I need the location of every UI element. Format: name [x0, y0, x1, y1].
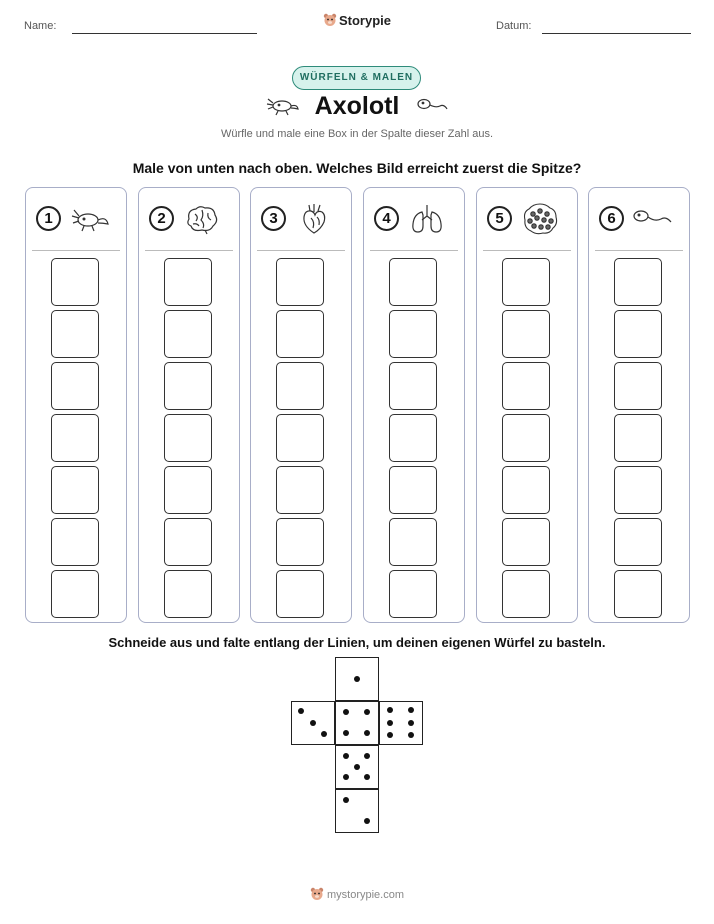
die-pip — [354, 764, 360, 770]
column-number: 2 — [149, 206, 174, 231]
color-box[interactable] — [51, 414, 99, 462]
color-box[interactable] — [164, 570, 212, 618]
column-header — [374, 202, 458, 236]
brand-logo — [0, 13, 714, 28]
die-pip — [387, 707, 393, 713]
die-pip — [343, 730, 349, 736]
color-box[interactable] — [389, 518, 437, 566]
lungs-icon — [406, 202, 448, 236]
die-pip — [408, 720, 414, 726]
storypie-bear-icon — [310, 887, 324, 901]
cut-instruction: Schneide aus und falte entlang der Linien, um deinen eigenen Würfel zu basteln. — [108, 635, 606, 650]
color-box[interactable] — [389, 362, 437, 410]
color-box[interactable] — [502, 518, 550, 566]
column-3 — [250, 187, 352, 623]
die-pip — [298, 708, 304, 714]
color-box[interactable] — [389, 414, 437, 462]
tadpole-icon — [631, 202, 673, 236]
instruction: Male von unten nach oben. Welches Bild erreicht zuerst die Spitze? — [132, 160, 582, 176]
color-box[interactable] — [164, 258, 212, 306]
color-box[interactable] — [276, 518, 324, 566]
color-box[interactable] — [614, 362, 662, 410]
column-number: 1 — [36, 206, 61, 231]
die-pip — [364, 709, 370, 715]
die-face-2 — [335, 789, 379, 833]
die-pip — [408, 732, 414, 738]
die-face-5 — [335, 745, 379, 789]
die-pip — [387, 732, 393, 738]
color-box[interactable] — [51, 570, 99, 618]
eggs-icon — [519, 202, 561, 236]
column-header — [261, 202, 345, 236]
category-tag: WÜRFELN & MALEN — [292, 66, 421, 90]
color-box[interactable] — [51, 466, 99, 514]
color-box[interactable] — [164, 414, 212, 462]
color-box[interactable] — [389, 258, 437, 306]
color-box[interactable] — [502, 310, 550, 358]
column-number: 3 — [261, 206, 286, 231]
die-pip — [387, 720, 393, 726]
die-face-6 — [379, 701, 423, 745]
die-pip — [343, 709, 349, 715]
color-box[interactable] — [614, 258, 662, 306]
column-divider — [483, 250, 571, 251]
die-pip — [310, 720, 316, 726]
column-divider — [257, 250, 345, 251]
color-box[interactable] — [51, 518, 99, 566]
date-line — [542, 33, 691, 34]
color-box[interactable] — [502, 570, 550, 618]
die-pip — [364, 818, 370, 824]
storypie-bear-icon — [323, 13, 337, 27]
brand-name: Storypie — [338, 13, 391, 28]
color-box[interactable] — [276, 466, 324, 514]
column-number: 6 — [599, 206, 624, 231]
column-4 — [363, 187, 465, 623]
color-box[interactable] — [164, 518, 212, 566]
color-box[interactable] — [502, 466, 550, 514]
die-pip — [408, 707, 414, 713]
column-5 — [476, 187, 578, 623]
die-pip — [343, 753, 349, 759]
die-pip — [321, 731, 327, 737]
subtitle: Würfle und male eine Box in der Spalte dieser Zahl aus. — [220, 128, 494, 140]
color-box[interactable] — [614, 518, 662, 566]
color-box[interactable] — [276, 414, 324, 462]
color-box[interactable] — [51, 258, 99, 306]
die-pip — [364, 730, 370, 736]
color-box[interactable] — [502, 258, 550, 306]
column-divider — [32, 250, 120, 251]
color-box[interactable] — [502, 414, 550, 462]
color-box[interactable] — [164, 466, 212, 514]
color-box[interactable] — [164, 310, 212, 358]
die-face-1 — [335, 657, 379, 701]
die-pip — [343, 797, 349, 803]
column-divider — [595, 250, 683, 251]
brain-icon — [181, 202, 223, 236]
die-pip — [343, 774, 349, 780]
color-box[interactable] — [276, 258, 324, 306]
page-title: Axolotl — [314, 92, 400, 120]
column-1 — [25, 187, 127, 623]
color-box[interactable] — [614, 570, 662, 618]
column-2 — [138, 187, 240, 623]
color-box[interactable] — [276, 362, 324, 410]
heart-icon — [293, 202, 335, 236]
column-header — [36, 202, 120, 236]
axolotl-icon — [68, 202, 110, 236]
die-face-4 — [335, 701, 379, 745]
color-box[interactable] — [51, 362, 99, 410]
column-number: 5 — [487, 206, 512, 231]
column-header — [599, 202, 683, 236]
color-box[interactable] — [276, 310, 324, 358]
footer — [0, 887, 714, 901]
footer-url: mystorypie.com — [326, 889, 405, 901]
die-face-3 — [291, 701, 335, 745]
die-pip — [364, 753, 370, 759]
column-header — [149, 202, 233, 236]
die-pip — [364, 774, 370, 780]
column-divider — [145, 250, 233, 251]
color-box[interactable] — [614, 414, 662, 462]
date-label: Datum: — [496, 20, 532, 32]
color-box[interactable] — [276, 570, 324, 618]
tadpole-icon — [416, 96, 448, 116]
color-box[interactable] — [502, 362, 550, 410]
column-divider — [370, 250, 458, 251]
color-box[interactable] — [389, 466, 437, 514]
color-box[interactable] — [164, 362, 212, 410]
color-box[interactable] — [51, 310, 99, 358]
name-label: Name: — [24, 20, 57, 32]
color-box[interactable] — [389, 310, 437, 358]
name-line — [72, 33, 257, 34]
color-box[interactable] — [614, 466, 662, 514]
column-header — [487, 202, 571, 236]
column-6 — [588, 187, 690, 623]
color-box[interactable] — [614, 310, 662, 358]
die-pip — [354, 676, 360, 682]
color-box[interactable] — [389, 570, 437, 618]
column-number: 4 — [374, 206, 399, 231]
